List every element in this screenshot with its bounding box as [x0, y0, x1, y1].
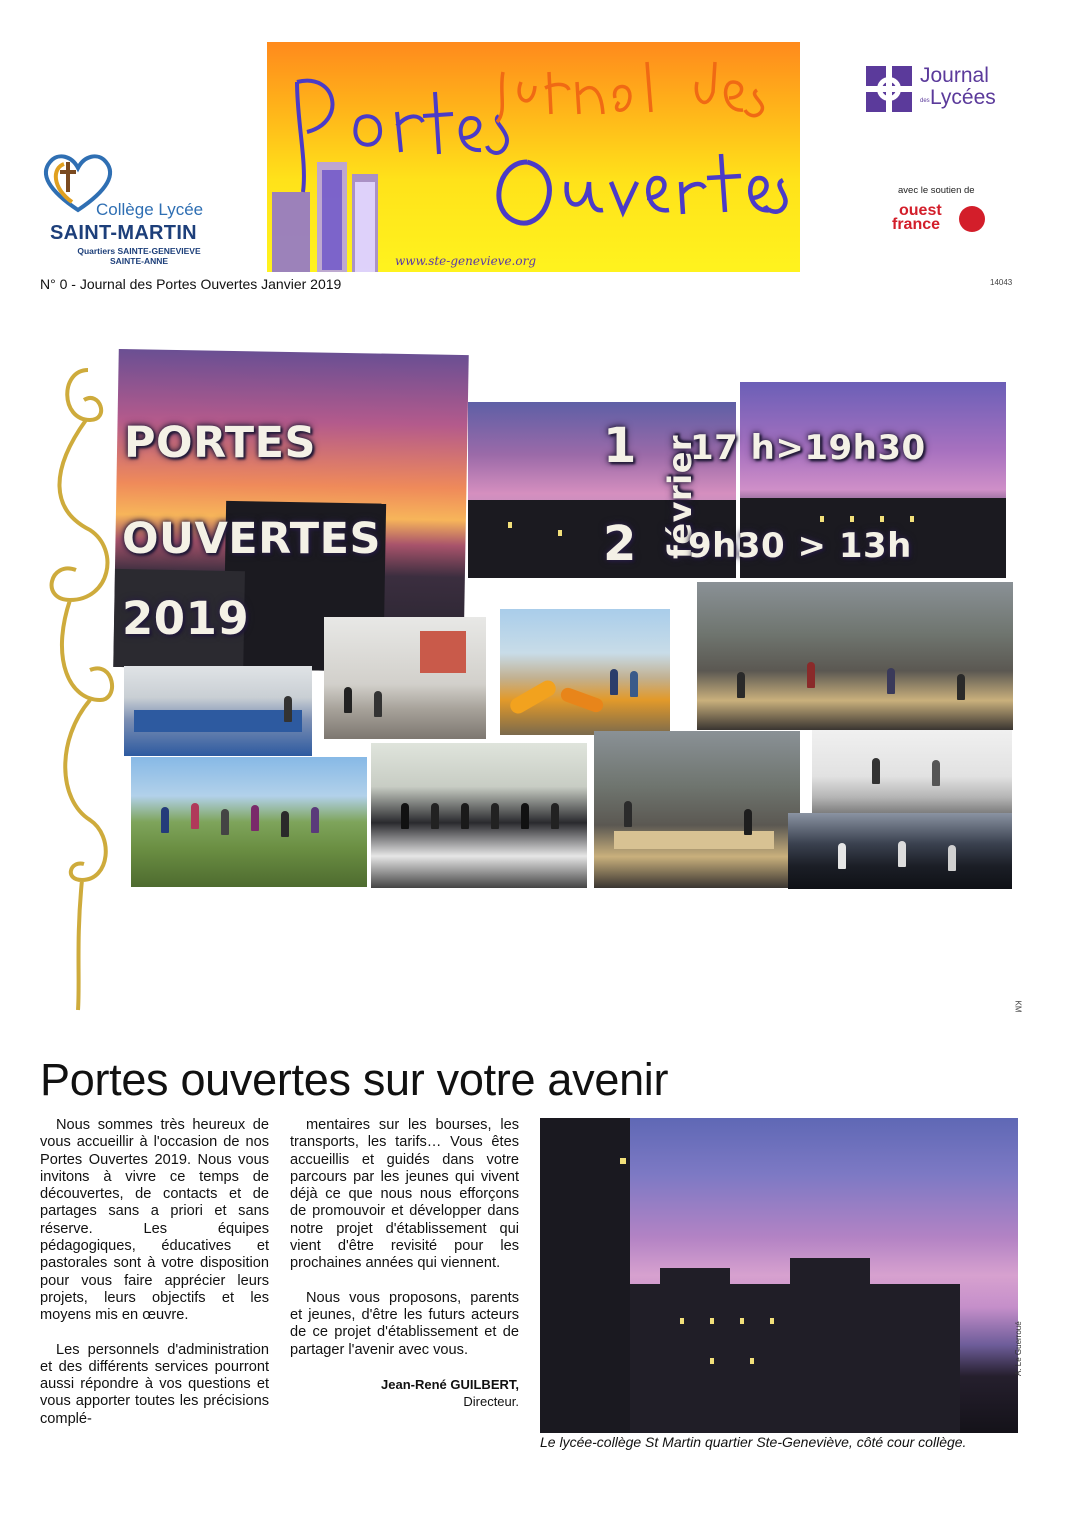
- ouest-france-logo: [892, 203, 992, 237]
- signature-role: Directeur.: [463, 1394, 519, 1410]
- photo-kayak-beach: [500, 609, 670, 735]
- support-text: avec le soutien de: [898, 185, 975, 196]
- article-paragraph: Nous vous proposons, parents et jeunes, d'être les futurs acteurs de ce projet d'établissement et de partager l'avenir avec vous.: [290, 1289, 519, 1358]
- collage-time-2: 9h30 > 13h: [688, 526, 912, 566]
- banner-doors-illustration: [267, 42, 800, 272]
- school-quarters-line2: SAINTE-ANNE: [109, 256, 169, 266]
- journal-des-lycees-logo: [866, 64, 1016, 114]
- ouest-france-line1: ouest: [899, 202, 942, 219]
- photo-dance-performance: [788, 813, 1012, 889]
- article-paragraph: Nous sommes très heureux de vous accueillir à l'occasion de nos Portes Ouvertes 2019. Nous vous invitons à vivre ce temps de découvertes, de contacts et de partages sans a priori et sans réserve. Les équipes pédagogiques, éducatives et pastorales sont à votre disposition pour vous faire apprécier leurs projets, leurs objectifs et les moyens mis en œuvre.: [40, 1117, 269, 1324]
- collage-day-2: 2: [603, 516, 637, 572]
- partner-des-word: des: [920, 98, 930, 104]
- journal-banner: [267, 42, 800, 272]
- article-paragraph: mentaires sur les bourses, les transports, les tarifs… Vous êtes accueillis et guidés dans votre parcours par les jeunes qui vivent déjà ce que nous nous efforçons de promouvoir et développer dans notre projet d'établissement qui vient d'être revisité pour les prochaines années qui viennent.: [290, 1117, 519, 1272]
- ouest-france-circle-icon: [959, 206, 985, 232]
- photo-classroom-students: [594, 731, 800, 888]
- collage-time-1: 17 h>19h30: [690, 428, 926, 468]
- reference-number: 14043: [990, 278, 1013, 287]
- collage-title-year: 2019: [122, 592, 250, 645]
- photo-group-ceremony: [371, 743, 587, 888]
- partner-journal-word: Journal: [920, 64, 989, 87]
- main-photo-caption: Le lycée-collège St Martin quartier Ste-Geneviève, côté cour collège.: [540, 1434, 967, 1450]
- photo-art-gallery-visit: [324, 617, 486, 739]
- article-column-1: [40, 1117, 269, 1445]
- school-name-line2: SAINT-MARTIN: [50, 222, 197, 244]
- article-paragraph: Les personnels d'administration et des différents services pourront aussi répondre à vos questions et vous apporter toutes les précisions complé-: [40, 1341, 269, 1427]
- main-photo-school-dusk: [540, 1118, 1018, 1433]
- ouest-france-line2: france: [892, 216, 941, 233]
- collage-title-ouvertes: OUVERTES: [122, 514, 381, 564]
- gold-swirl-ornament: [30, 360, 120, 1020]
- journal-des-lycees-mark-icon: [866, 66, 912, 112]
- collage-credit: KM: [1013, 1000, 1023, 1013]
- partner-lycees-word: Lycées: [930, 86, 996, 109]
- collage-title-portes: PORTES: [124, 418, 316, 468]
- school-quarters-line1: Quartiers SAINTE-GENEVIEVE: [77, 246, 201, 256]
- article-headline: Portes ouvertes sur votre avenir: [40, 1054, 669, 1105]
- signature-name: Jean-René GUILBERT,: [381, 1376, 519, 1392]
- issue-line: N° 0 - Journal des Portes Ouvertes Janvier 2019: [40, 276, 342, 292]
- school-name-line1: Collège Lycée: [96, 200, 204, 219]
- article-column-2: [290, 1117, 519, 1410]
- school-logo: [38, 148, 228, 270]
- collage-month: février: [661, 434, 699, 559]
- photo-exam-hall: [697, 582, 1013, 730]
- photo-dance-studio: [812, 730, 1012, 814]
- photo-sports-hall: [124, 666, 312, 756]
- collage-day-1: 1: [603, 418, 637, 474]
- photo-students-jumping-field: [131, 757, 367, 887]
- main-photo-credit: A. Le Guerroué: [1014, 1321, 1023, 1376]
- banner-website-url: www.ste-genevieve.org: [395, 254, 537, 268]
